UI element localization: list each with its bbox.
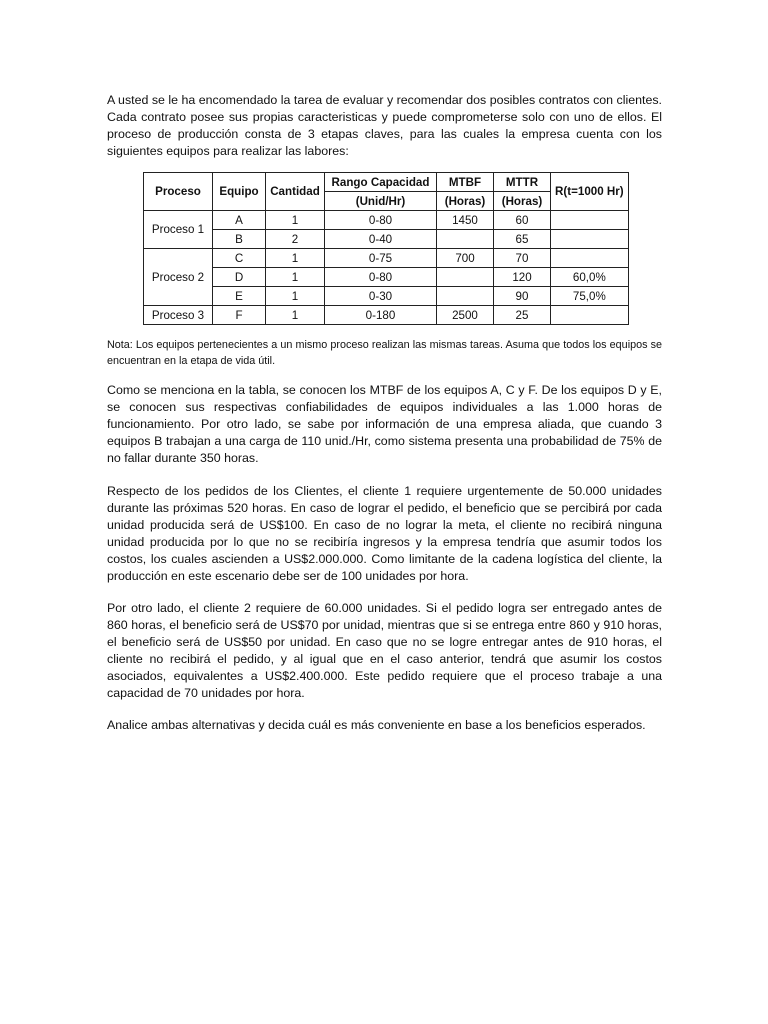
cell-cantidad: 1 <box>266 211 325 230</box>
cell-mtbf <box>437 268 494 287</box>
cell-cantidad: 2 <box>266 230 325 249</box>
cell-rango: 0-30 <box>325 287 437 306</box>
cell-mtbf <box>437 287 494 306</box>
header-rango: Rango Capacidad <box>325 173 437 192</box>
cell-reliability: 60,0% <box>551 268 629 287</box>
cell-proceso: Proceso 3 <box>144 306 213 325</box>
cell-rango: 0-180 <box>325 306 437 325</box>
paragraph-cliente-2: Por otro lado, el cliente 2 requiere de 60.000 unidades. Si el pedido logra ser entregado antes de 860 horas, el beneficio será de US$70 por unidad, mientras que si se entrega entre 860 y 910 horas, el beneficio será de US$50 por unidad. En caso que no se logre entregar antes de 910 horas, el cliente no recibirá el pedido, y al igual que en el caso anterior, tendrá que asumir los costos asociados, equivalentes a US$2.400.000. Este pedido requiere que el proceso trabaje a una capacidad de 70 unidades por hora. <box>107 601 662 700</box>
header-mtbf-unit: (Horas) <box>437 192 494 211</box>
cell-reliability <box>551 211 629 230</box>
table-row <box>144 306 629 325</box>
cell-mtbf: 1450 <box>437 211 494 230</box>
cell-reliability: 75,0% <box>551 287 629 306</box>
table-row <box>144 230 629 249</box>
cell-equipo: F <box>213 306 266 325</box>
table-header-row <box>144 173 629 192</box>
table-row <box>144 287 629 306</box>
header-equipo: Equipo <box>213 173 266 211</box>
cell-mttr: 90 <box>494 287 551 306</box>
cell-mtbf <box>437 230 494 249</box>
equipment-table <box>143 172 629 325</box>
cell-reliability <box>551 230 629 249</box>
table-row <box>144 268 629 287</box>
header-proceso: Proceso <box>144 173 213 211</box>
cell-equipo: C <box>213 249 266 268</box>
cell-mttr: 120 <box>494 268 551 287</box>
header-rango-unit: (Unid/Hr) <box>325 192 437 211</box>
cell-mtbf: 2500 <box>437 306 494 325</box>
cell-cantidad: 1 <box>266 268 325 287</box>
cell-mttr: 65 <box>494 230 551 249</box>
cell-mttr: 60 <box>494 211 551 230</box>
table-row <box>144 211 629 230</box>
paragraph-cliente-1: Respecto de los pedidos de los Clientes, el cliente 1 requiere urgentemente de 50.000 unidades durante las próximas 520 horas. En caso de lograr el pedido, el beneficio que se percibirá por cada unidad producida será de US$100. En caso de no lograr la meta, el cliente no recibirá ninguna unidad producida por lo que no se recibiría ingresos y la empresa tendría que asumir todos los costos, los cuales ascienden a US$2.000.000. Como limitante de la cadena logística del cliente, la producción en este escenario debe ser de 100 unidades por hora. <box>107 484 662 583</box>
paragraph-mtbf: Como se menciona en la tabla, se conocen los MTBF de los equipos A, C y F. De los equipos D y E, se conocen sus respectivas confiabilidades de equipos individuales a las 1.000 horas de funcionamiento. Por otro lado, se sabe por información de una empresa aliada, que cuando 3 equipos B trabajan a una carga de 110 unid./Hr, como sistema presenta una probabilidad de 75% de no fallar durante 350 horas. <box>107 383 662 465</box>
header-mttr-unit: (Horas) <box>494 192 551 211</box>
header-mttr: MTTR <box>494 173 551 192</box>
cell-proceso: Proceso 2 <box>144 249 213 306</box>
cell-cantidad: 1 <box>266 249 325 268</box>
cell-mttr: 25 <box>494 306 551 325</box>
cell-reliability <box>551 249 629 268</box>
cell-cantidad: 1 <box>266 287 325 306</box>
cell-proceso: Proceso 1 <box>144 211 213 249</box>
cell-mttr: 70 <box>494 249 551 268</box>
cell-rango: 0-80 <box>325 211 437 230</box>
intro-paragraph: A usted se le ha encomendado la tarea de evaluar y recomendar dos posibles contratos con clientes. Cada contrato posee sus propias caracteristicas y puede comprometerse solo con uno de ellos. El proceso de producción consta de 3 etapas claves, para las cuales la empresa cuenta con los siguientes equipos para realizar las labores: <box>107 93 662 158</box>
header-cantidad: Cantidad <box>266 173 325 211</box>
table-note: Nota: Los equipos pertenecientes a un mismo proceso realizan las mismas tareas. Asuma que todos los equipos se encuentran en la etapa de vida útil. <box>107 339 662 367</box>
paragraph-conclusion: Analice ambas alternativas y decida cuál es más conveniente en base a los beneficios esperados. <box>107 718 646 732</box>
header-reliability: R(t=1000 Hr) <box>551 173 629 211</box>
cell-equipo: E <box>213 287 266 306</box>
cell-equipo: A <box>213 211 266 230</box>
cell-rango: 0-40 <box>325 230 437 249</box>
cell-equipo: B <box>213 230 266 249</box>
cell-reliability <box>551 306 629 325</box>
table-row <box>144 249 629 268</box>
cell-rango: 0-75 <box>325 249 437 268</box>
cell-mtbf: 700 <box>437 249 494 268</box>
cell-rango: 0-80 <box>325 268 437 287</box>
header-mtbf: MTBF <box>437 173 494 192</box>
cell-cantidad: 1 <box>266 306 325 325</box>
cell-equipo: D <box>213 268 266 287</box>
